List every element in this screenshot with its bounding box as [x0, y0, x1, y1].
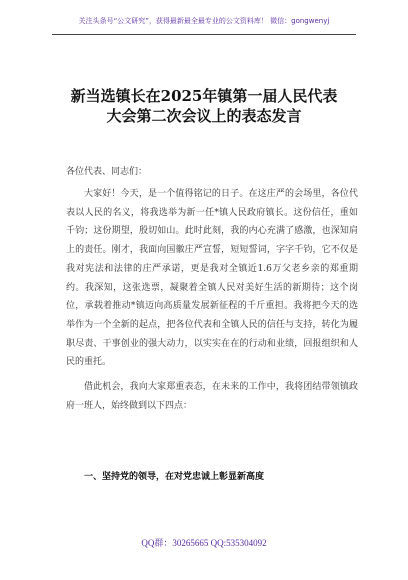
paragraph-1: 大家好！今天，是一个值得铭记的日子。在这庄严的会场里，各位代表以人民的名义，将我选举为新一任*镇人民政府镇长。这份信任，重如千钧；这份期望，殷切如山。此时此刻，我的内心充满了感激，也深知肩上的责任。刚才，我面向国徽庄严宣誓，短短誓词，字字千钧，它不仅是我对宪法和法律的庄严承诺，更是我对全镇近1.6万父老乡亲的郑重期约。我深知，这张选票，凝聚着全镇人民对美好生活的新期待；这个岗位，承载着推动*镇迈向高质量发展新征程的千斤重担。我将把今天的选举作为一个全新的起点，把各位代表和全镇人民的信任与支持，转化为履职尽责、干事创业的强大动力，以实实在在的行动和业绩，回报组织和人民的重托。 — [66, 189, 358, 368]
paragraph-2: 借此机会，我向大家郑重表态，在未来的工作中，我将团结带领镇政府一班人，始终做到以下四点： — [66, 382, 358, 411]
document-body — [66, 185, 358, 421]
section-heading: 一、坚持党的领导，在对党忠诚上彰显新高度 — [84, 472, 265, 482]
title-line-2: 大会第二次会议上的表态发言 — [106, 107, 302, 125]
header-banner: 关注头条号“公文研究”，获得最新最全最专业的公文资料库！ 微信：gongwenyj — [78, 17, 330, 25]
header-divider — [52, 34, 356, 35]
document-title — [40, 86, 368, 126]
footer-contact: QQ群：30265665 QQ:535304092 — [141, 538, 267, 548]
salutation: 各位代表、同志们： — [66, 167, 148, 177]
title-line-1: 新当选镇长在2025年镇第一届人民代表 — [70, 87, 338, 105]
